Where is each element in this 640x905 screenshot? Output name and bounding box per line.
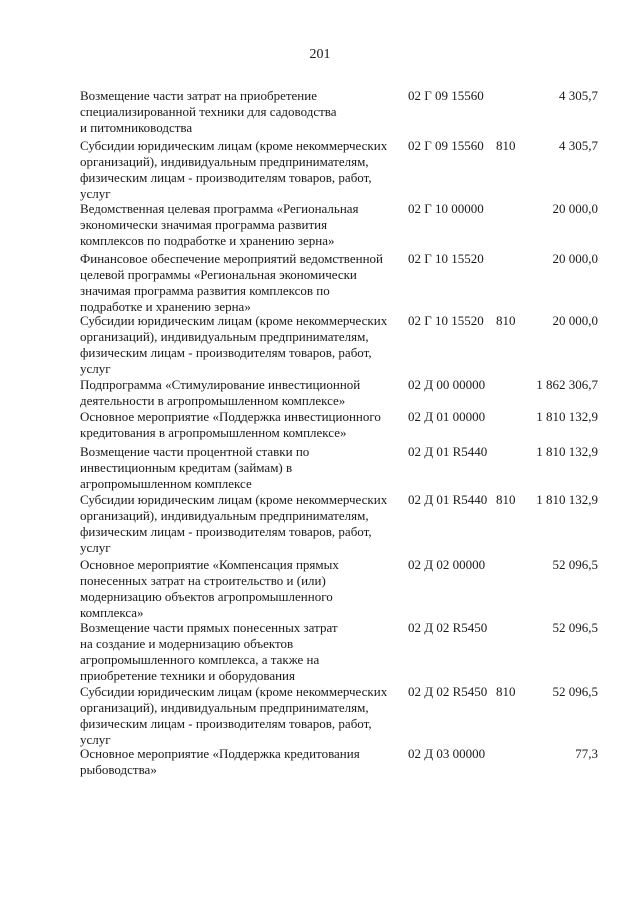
row-description: Финансовое обеспечение мероприятий ведомственной целевой программы «Региональная экономически значимая программа развития комплексов по подработке и хранению зерна» <box>80 251 384 314</box>
row-expense-type: 810 <box>496 492 516 507</box>
row-description: Субсидии юридическим лицам (кроме некоммерческих организаций), индивидуальным предпринимателям, физическим лицам - производителям товаров, работ, услуг <box>80 138 388 201</box>
row-amount: 20 000,0 <box>552 251 598 266</box>
row-amount: 1 810 132,9 <box>536 444 598 459</box>
row-description: Подпрограмма «Стимулирование инвестиционной деятельности в агропромышленном комплексе» <box>80 377 361 408</box>
row-code: 02 Д 03 00000 <box>408 746 486 761</box>
row-expense-type: 810 <box>496 138 516 153</box>
row-description: Возмещение части процентной ставки по инвестиционным кредитам (займам) в агропромышленном комплексе <box>80 444 310 491</box>
row-description: Ведомственная целевая программа «Региональная экономически значимая программа развития комплексов по подработке и хранению зерна» <box>80 201 359 248</box>
row-description: Основное мероприятие «Компенсация прямых понесенных затрат на строительство и (или) модернизацию объектов агропромышленного комплекса» <box>80 557 339 620</box>
row-amount: 1 862 306,7 <box>536 377 598 392</box>
row-amount: 20 000,0 <box>552 313 598 328</box>
row-code: 02 Д 02 R5450 <box>408 684 488 699</box>
row-amount: 77,3 <box>575 746 598 761</box>
row-code: 02 Г 10 15520 <box>408 251 484 266</box>
row-code: 02 Д 01 R5440 <box>408 492 488 507</box>
row-description: Субсидии юридическим лицам (кроме некоммерческих организаций), индивидуальным предпринимателям, физическим лицам - производителям товаров, работ, услуг <box>80 313 388 376</box>
row-amount: 4 305,7 <box>559 88 598 103</box>
page-number: 201 <box>309 47 331 62</box>
row-description: Возмещение части прямых понесенных затрат на создание и модернизацию объектов агропромышленного комплекса, а также на приобретение техники и оборудования <box>80 620 338 683</box>
row-description: Основное мероприятие «Поддержка кредитования рыбоводства» <box>80 746 360 777</box>
row-description: Возмещение части затрат на приобретение специализированной техники для садоводства и питомниководства <box>80 88 337 135</box>
row-code: 02 Д 02 00000 <box>408 557 486 572</box>
row-code: 02 Г 10 15520 <box>408 313 484 328</box>
row-amount: 52 096,5 <box>552 620 598 635</box>
row-amount: 52 096,5 <box>552 557 598 572</box>
row-code: 02 Д 02 R5450 <box>408 620 488 635</box>
row-code: 02 Д 00 00000 <box>408 377 486 392</box>
row-code: 02 Д 01 R5440 <box>408 444 488 459</box>
row-description: Субсидии юридическим лицам (кроме некоммерческих организаций), индивидуальным предпринимателям, физическим лицам - производителям товаров, работ, услуг <box>80 492 388 555</box>
row-amount: 4 305,7 <box>559 138 598 153</box>
row-amount: 1 810 132,9 <box>536 409 598 424</box>
row-code: 02 Г 09 15560 <box>408 138 484 153</box>
row-amount: 20 000,0 <box>552 201 598 216</box>
row-amount: 52 096,5 <box>552 684 598 699</box>
row-description: Основное мероприятие «Поддержка инвестиционного кредитования в агропромышленном комплексе» <box>80 409 381 440</box>
row-code: 02 Г 10 00000 <box>408 201 484 216</box>
row-expense-type: 810 <box>496 313 516 328</box>
row-description: Субсидии юридическим лицам (кроме некоммерческих организаций), индивидуальным предпринимателям, физическим лицам - производителям товаров, работ, услуг <box>80 684 388 747</box>
row-expense-type: 810 <box>496 684 516 699</box>
row-amount: 1 810 132,9 <box>536 492 598 507</box>
row-code: 02 Д 01 00000 <box>408 409 486 424</box>
row-code: 02 Г 09 15560 <box>408 88 484 103</box>
